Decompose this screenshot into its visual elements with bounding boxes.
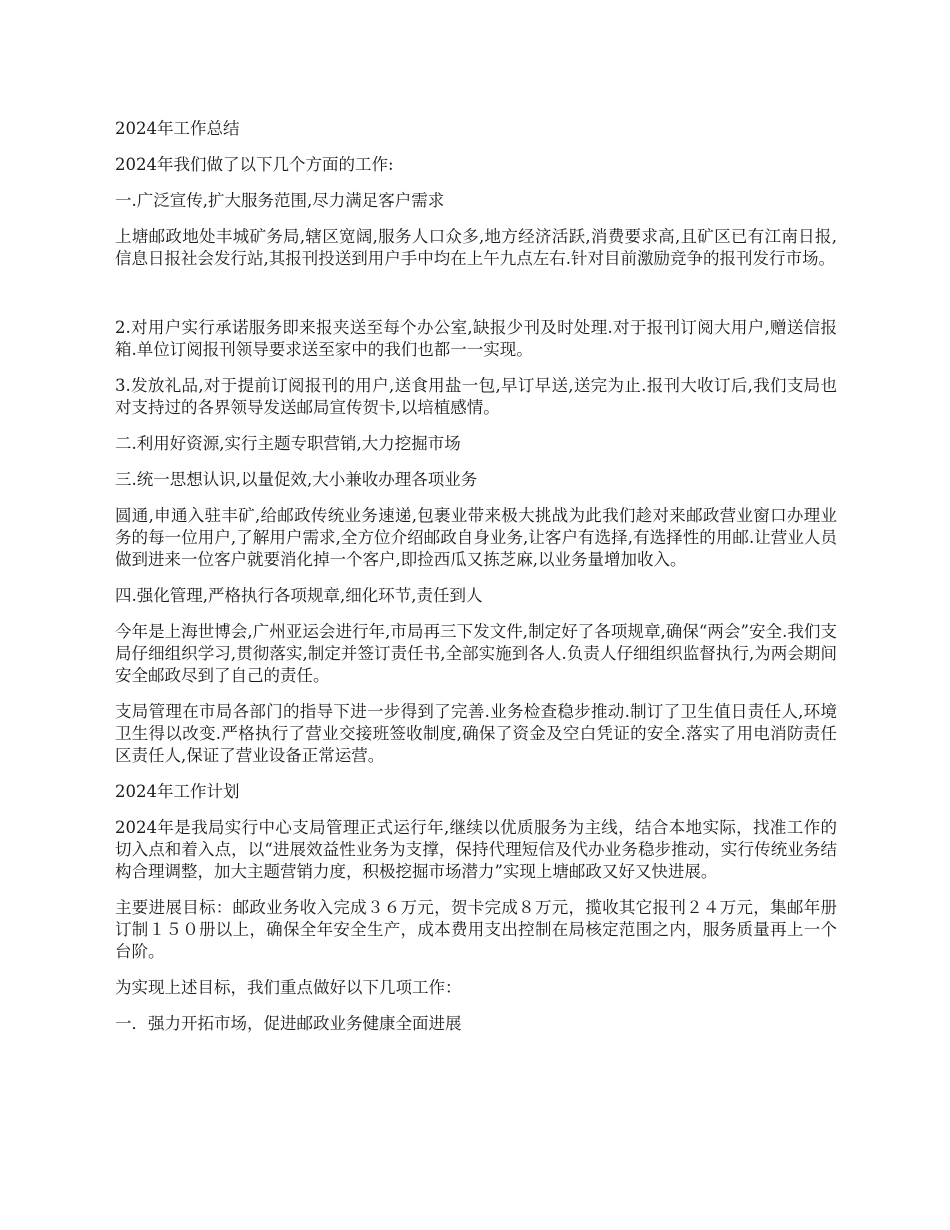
blank-gap [115,284,837,317]
heading-3: 三.统一思想认识,以量促效,大小兼收办理各项业务 [115,470,478,489]
paragraph: 主要进展目标：邮政业务收入完成３６万元，贺卡完成８万元，揽收其它报刊２４万元，集邮年册订制１５０册以上，确保全年安全生产，成本费用支出控制在局核定范围之内，服务质量再上一个台阶。 [115,898,837,961]
heading-plan-1: 一．强力开拓市场，促进邮政业务健康全面进展 [115,1014,462,1033]
paragraph: 2.对用户实行承诺服务即来报夹送至每个办公室,缺报少刊及时处理.对于报刊订阅大用户,赠送信报箱.单位订阅报刊领导要求送至家中的我们也都一一实现。 [115,318,837,359]
paragraph: 为实现上述目标，我们重点做好以下几项工作： [115,978,462,997]
heading-2: 二.利用好资源,实行主题专职营销,大力挖掘市场 [115,434,461,453]
paragraph: 支局管理在市局各部门的指导下进一步得到了完善.业务检查稳步推动.制订了卫生值日责任人,环境卫生得以改变.严格执行了营业交接班签收制度,确保了资金及空白凭证的安全.落实了用电消防责任区责任人,保证了营业设备正常运营。 [115,702,837,765]
paragraph: 圆通,申通入驻丰矿,给邮政传统业务速递,包裹业带来极大挑战为此我们趁对来邮政营业窗口办理业务的每一位用户,了解用户需求,全方位介绍邮政自身业务,让客户有选择,有选择性的用邮.让营业人员做到进来一位客户就要消化掉一个客户,即捡西瓜又拣芝麻,以业务量增加收入。 [115,506,837,569]
paragraph: 3.发放礼品,对于提前订阅报刊的用户,送食用盐一包,早订早送,送完为止.报刊大收订后,我们支局也对支持过的各界领导发送邮局宣传贺卡,以培植感情。 [115,376,837,417]
paragraph: 上塘邮政地处丰城矿务局,辖区宽阔,服务人口众多,地方经济活跃,消费要求高,且矿区已有江南日报,信息日报社会发行站,其报刊投送到用户手中均在上午九点左右.针对目前激励竞争的报刊发行市场。 [115,227,837,268]
heading-4: 四.强化管理,严格执行各项规章,细化环节,责任到人 [115,586,483,605]
document-body [115,118,837,1049]
paragraph: 今年是上海世博会,广州亚运会进行年,市局再三下发文件,制定好了各项规章,确保“两会”安全.我们支局仔细组织学习,贯彻落实,制定并签订责任书,全部实施到各人.负责人仔细组织监督执行,为两会期间安全邮政尽到了自己的责任。 [115,622,837,685]
section-title: 2024年工作总结 [115,119,240,138]
heading-1: 一.广泛宣传,扩大服务范围,尽力满足客户需求 [115,191,445,210]
paragraph: 2024年是我局实行中心支局管理正式运行年,继续以优质服务为主线，结合本地实际，找准工作的切入点和着入点，以“进展效益性业务为支撑，保持代理短信及代办业务稳步推动，实行传统业务结构合理调整，加大主题营销力度，积极挖掘市场潜力”实现上塘邮政又好又快进展。 [115,818,837,881]
section-title: 2024年工作计划 [115,782,240,801]
intro-line: 2024年我们做了以下几个方面的工作: [115,155,394,174]
